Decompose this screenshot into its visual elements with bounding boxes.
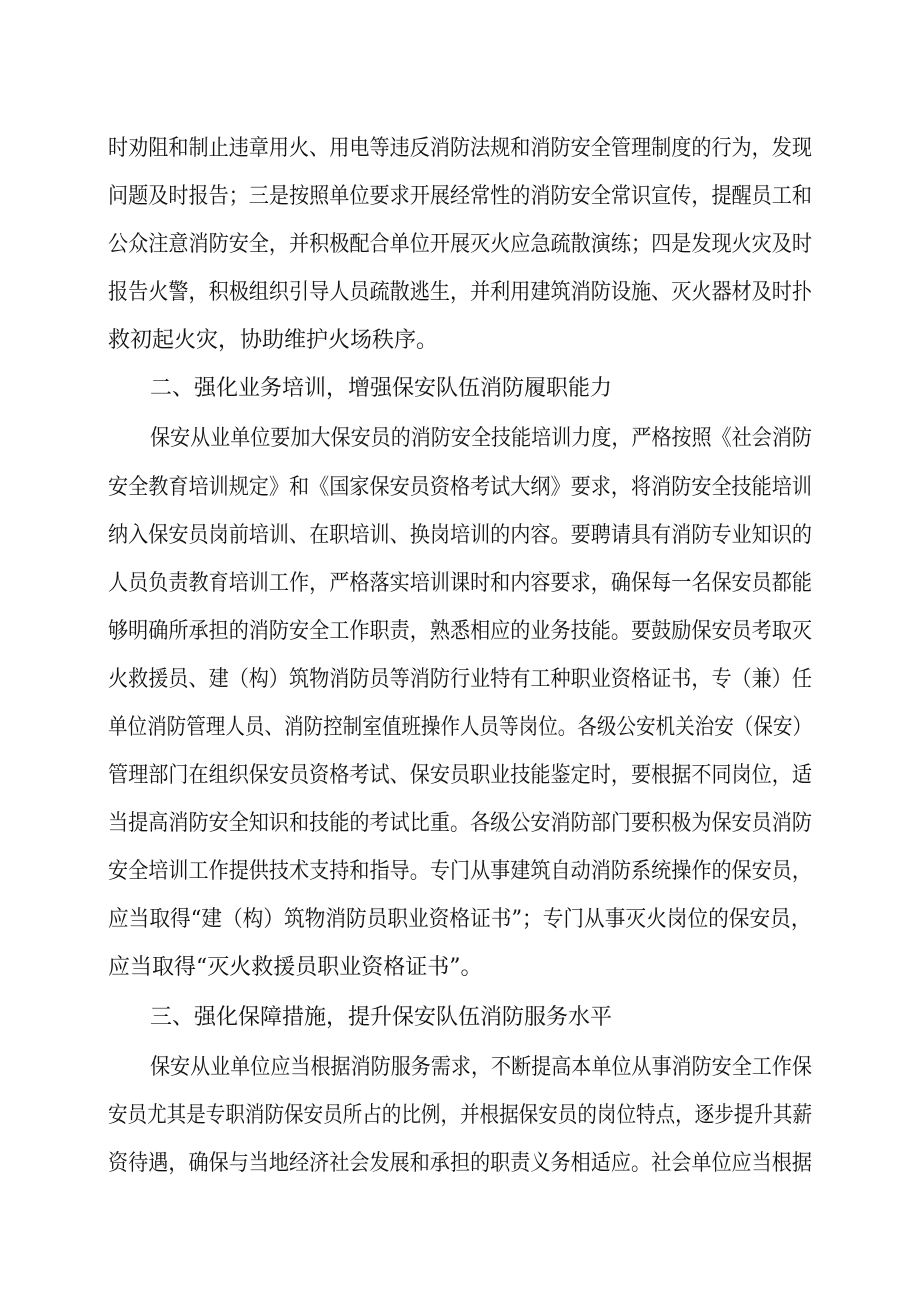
paragraph-1-line-5: 救初起火灾，协助维护火场秩序。 <box>108 328 439 353</box>
paragraph-2-line-6: 火救援员、建（构）筑物消防员等消防行业特有工种职业资格证书，专（兼）任 <box>108 667 813 692</box>
paragraph-2-line-5: 够明确所承担的消防安全工作职责，熟悉相应的业务技能。要鼓励保安员考取灭 <box>108 619 813 644</box>
paragraph-2-line-8: 管理部门在组织保安员资格考试、保安员职业技能鉴定时，要根据不同岗位，适 <box>108 763 813 788</box>
paragraph-1-line-3: 公众注意消防安全，并积极配合单位开展灭火应急疏散演练；四是发现火灾及时 <box>108 232 813 257</box>
paragraph-1-line-1: 时劝阻和制止违章用火、用电等违反消防法规和消防安全管理制度的行为，发现 <box>108 136 813 161</box>
paragraph-3-line-1: 保安从业单位应当根据消防服务需求，不断提高本单位从事消防安全工作保 <box>150 1055 812 1080</box>
paragraph-2-line-12: 应当取得“灭火救援员职业资格证书”。 <box>108 955 483 980</box>
paragraph-2-line-3: 纳入保安员岗前培训、在职培训、换岗培训的内容。要聘请具有消防专业知识的 <box>108 523 813 548</box>
section-heading-2: 二、强化业务培训，增强保安队伍消防履职能力 <box>150 376 613 401</box>
paragraph-2-line-1: 保安从业单位要加大保安员的消防安全技能培训力度，严格按照《社会消防 <box>150 426 812 451</box>
paragraph-1-line-4: 报告火警，积极组织引导人员疏散逃生，并利用建筑消防设施、灭火器材及时扑 <box>108 280 813 305</box>
paragraph-2-line-4: 人员负责教育培训工作，严格落实培训课时和内容要求，确保每一名保安员都能 <box>108 571 813 596</box>
paragraph-2-line-9: 当提高消防安全知识和技能的考试比重。各级公安消防部门要积极为保安员消防 <box>108 811 813 836</box>
paragraph-3-line-2: 安员尤其是专职消防保安员所占的比例，并根据保安员的岗位特点，逐步提升其薪 <box>108 1103 813 1128</box>
paragraph-1-line-2: 问题及时报告；三是按照单位要求开展经常性的消防安全常识宣传，提醒员工和 <box>108 184 813 209</box>
paragraph-2-line-11: 应当取得“建（构）筑物消防员职业资格证书”；专门从事灭火岗位的保安员， <box>108 907 812 932</box>
paragraph-2-line-7: 单位消防管理人员、消防控制室值班操作人员等岗位。各级公安机关治安（保安） <box>108 715 813 740</box>
paragraph-3-line-3: 资待遇，确保与当地经济社会发展和承担的职责义务相适应。社会单位应当根据 <box>108 1151 813 1176</box>
section-heading-3: 三、强化保障措施，提升保安队伍消防服务水平 <box>150 1005 613 1030</box>
paragraph-2-line-2: 安全教育培训规定》和《国家保安员资格考试大纲》要求，将消防安全技能培训 <box>108 475 813 500</box>
paragraph-2-line-10: 安全培训工作提供技术支持和指导。专门从事建筑自动消防系统操作的保安员， <box>108 859 813 884</box>
